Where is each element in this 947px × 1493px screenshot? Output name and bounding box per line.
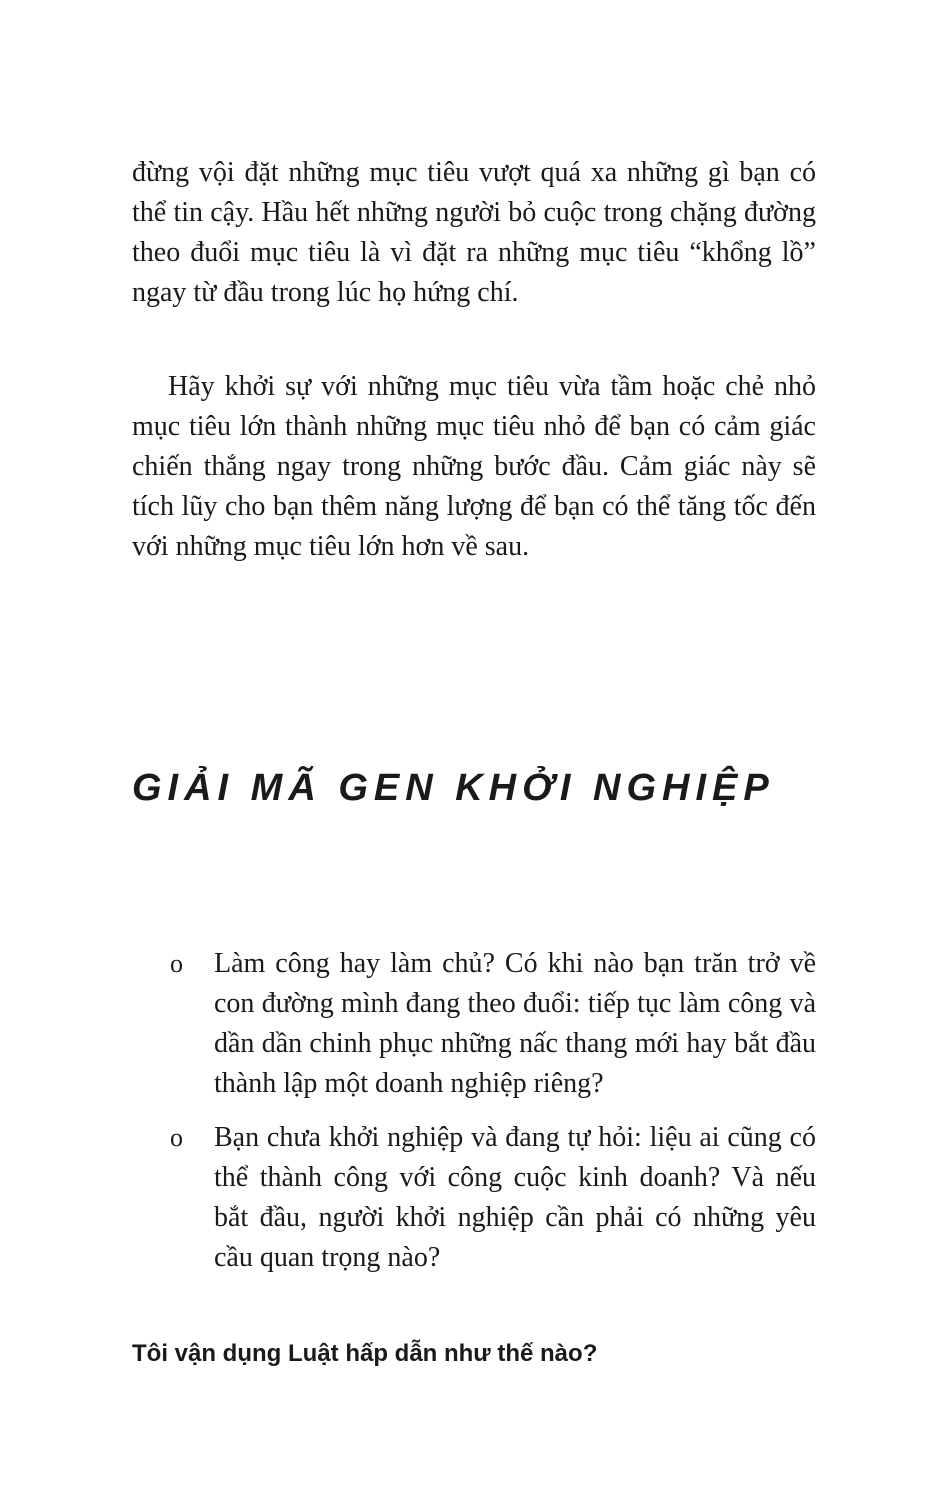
bold-heading: Tôi vận dụng Luật hấp dẫn như thế nào? bbox=[132, 1340, 598, 1367]
bullet-list bbox=[132, 944, 816, 1292]
bullet-text: Bạn chưa khởi nghiệp và đang tự hỏi: liệu ai cũng có thể thành công với công cuộc kinh doanh? Và nếu bắt đầu, người khởi nghiệp cần phải có những yêu cầu quan trọng nào? bbox=[214, 1122, 816, 1273]
body-paragraph-2: Hãy khởi sự với những mục tiêu vừa tầm hoặc chẻ nhỏ mục tiêu lớn thành những mục tiêu nhỏ để bạn có cảm giác chiến thắng ngay trong những bước đầu. Cảm giác này sẽ tích lũy cho bạn thêm năng lượng để bạn có thể tăng tốc đến với những mục tiêu lớn hơn về sau. bbox=[132, 371, 816, 562]
bullet-marker: o bbox=[170, 949, 183, 978]
bullet-item-2 bbox=[132, 1118, 816, 1278]
bullet-item-1 bbox=[132, 944, 816, 1104]
body-paragraph-1: đừng vội đặt những mục tiêu vượt quá xa những gì bạn có thể tin cậy. Hầu hết những người bỏ cuộc trong chặng đường theo đuổi mục tiêu là vì đặt ra những mục tiêu “khổng lồ” ngay từ đầu trong lúc họ hứng chí. bbox=[132, 157, 816, 308]
bullet-marker: o bbox=[170, 1123, 183, 1152]
bullet-text: Làm công hay làm chủ? Có khi nào bạn trăn trở về con đường mình đang theo đuổi: tiếp tục làm công và dần dần chinh phục những nấc thang mới hay bắt đầu thành lập một doanh nghiệp riêng? bbox=[214, 948, 816, 1099]
section-title: GIẢI MÃ GEN KHỞI NGHIỆP bbox=[132, 767, 775, 809]
